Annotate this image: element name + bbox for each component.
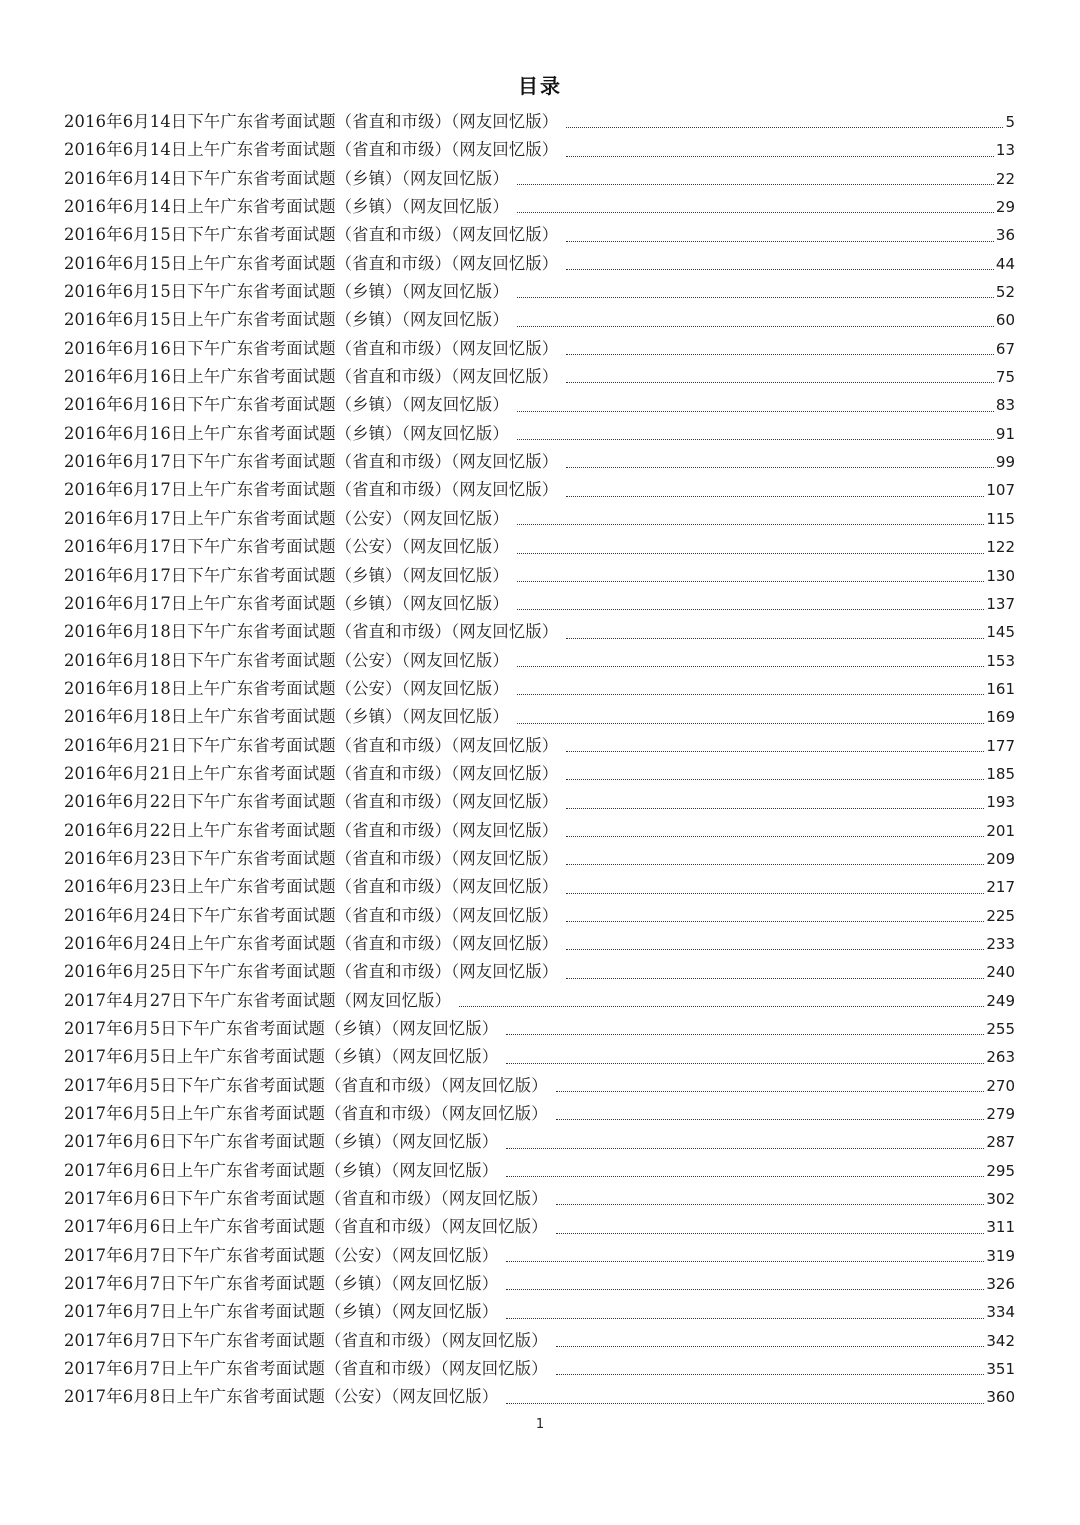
toc-entry-page: 115 — [986, 509, 1015, 528]
toc-entry-title: 2017年6月5日上午广东省考面试题（省直和市级）（网友回忆版） — [64, 1104, 548, 1124]
toc-dot-leader — [566, 382, 994, 383]
toc-entry[interactable] — [64, 732, 1015, 760]
toc-entry-title: 2016年6月23日下午广东省考面试题（省直和市级）（网友回忆版） — [64, 848, 559, 868]
toc-entry-title: 2017年6月7日下午广东省考面试题（乡镇）（网友回忆版） — [64, 1274, 499, 1294]
toc-entry-page: 360 — [986, 1388, 1015, 1407]
toc-dot-leader — [506, 1403, 984, 1404]
toc-entry-page: 295 — [986, 1161, 1015, 1180]
toc-entry[interactable] — [64, 306, 1015, 334]
toc-entry[interactable] — [64, 505, 1015, 533]
toc-entry-title: 2016年6月17日下午广东省考面试题（乡镇）（网友回忆版） — [64, 565, 509, 585]
toc-entry-title: 2016年6月17日上午广东省考面试题（乡镇）（网友回忆版） — [64, 593, 509, 613]
toc-entry-title: 2016年6月14日上午广东省考面试题（省直和市级）（网友回忆版） — [64, 140, 559, 160]
toc-dot-leader — [517, 326, 994, 327]
toc-dot-leader — [506, 1148, 984, 1149]
toc-entry-title: 2016年6月17日上午广东省考面试题（省直和市级）（网友回忆版） — [64, 480, 559, 500]
toc-dot-leader — [506, 1034, 984, 1035]
toc-entry-title: 2016年6月24日上午广东省考面试题（省直和市级）（网友回忆版） — [64, 933, 559, 953]
toc-dot-leader — [517, 212, 994, 213]
toc-entry[interactable] — [64, 1213, 1015, 1241]
toc-entry[interactable] — [64, 420, 1015, 448]
toc-dot-leader — [506, 1176, 984, 1177]
toc-entry[interactable] — [64, 562, 1015, 590]
toc-dot-leader — [517, 609, 985, 610]
toc-dot-leader — [566, 949, 984, 950]
toc-entry-page: 319 — [986, 1246, 1015, 1265]
toc-entry-title: 2017年6月7日上午广东省考面试题（乡镇）（网友回忆版） — [64, 1302, 499, 1322]
toc-entry[interactable] — [64, 902, 1015, 930]
toc-entry-page: 201 — [986, 821, 1015, 840]
toc-entry[interactable] — [64, 476, 1015, 504]
toc-entry[interactable] — [64, 1157, 1015, 1185]
toc-entry-page: 185 — [986, 764, 1015, 783]
toc-entry-title: 2017年6月5日上午广东省考面试题（乡镇）（网友回忆版） — [64, 1047, 499, 1067]
toc-entry-page: 67 — [995, 339, 1015, 358]
toc-entry-page: 130 — [986, 566, 1015, 585]
toc-entry-page: 263 — [986, 1048, 1015, 1067]
toc-list — [64, 108, 1015, 1412]
toc-entry-title: 2016年6月15日下午广东省考面试题（省直和市级）（网友回忆版） — [64, 225, 559, 245]
toc-entry-page: 161 — [986, 679, 1015, 698]
toc-entry-title: 2016年6月16日上午广东省考面试题（省直和市级）（网友回忆版） — [64, 367, 559, 387]
toc-entry[interactable] — [64, 788, 1015, 816]
toc-entry-title: 2017年6月6日下午广东省考面试题（乡镇）（网友回忆版） — [64, 1132, 499, 1152]
toc-entry-page: 137 — [986, 594, 1015, 613]
toc-entry-title: 2017年6月6日下午广东省考面试题（省直和市级）（网友回忆版） — [64, 1189, 548, 1209]
toc-entry-page: 334 — [986, 1303, 1015, 1322]
toc-entry[interactable] — [64, 817, 1015, 845]
toc-entry-title: 2016年6月15日上午广东省考面试题（省直和市级）（网友回忆版） — [64, 253, 559, 273]
toc-entry-page: 326 — [986, 1275, 1015, 1294]
toc-entry-page: 270 — [986, 1076, 1015, 1095]
toc-entry[interactable] — [64, 618, 1015, 646]
toc-entry-page: 169 — [986, 708, 1015, 727]
toc-entry-title: 2017年6月8日上午广东省考面试题（公安）（网友回忆版） — [64, 1387, 499, 1407]
toc-entry-page: 249 — [986, 991, 1015, 1010]
toc-entry[interactable] — [64, 958, 1015, 986]
toc-dot-leader — [506, 1318, 984, 1319]
toc-entry-title: 2016年6月18日上午广东省考面试题（乡镇）（网友回忆版） — [64, 707, 509, 727]
toc-entry[interactable] — [64, 703, 1015, 731]
toc-entry-page: 99 — [995, 453, 1015, 472]
toc-entry[interactable] — [64, 760, 1015, 788]
toc-dot-leader — [517, 524, 985, 525]
toc-entry-title: 2016年6月14日下午广东省考面试题（乡镇）（网友回忆版） — [64, 168, 509, 188]
toc-entry[interactable] — [64, 1072, 1015, 1100]
toc-dot-leader — [566, 496, 984, 497]
toc-entry-page: 177 — [986, 736, 1015, 755]
toc-entry[interactable] — [64, 1355, 1015, 1383]
toc-entry-title: 2016年6月21日上午广东省考面试题（省直和市级）（网友回忆版） — [64, 763, 559, 783]
toc-dot-leader — [517, 581, 985, 582]
toc-dot-leader — [517, 694, 985, 695]
toc-entry-title: 2016年6月14日下午广东省考面试题（省直和市级）（网友回忆版） — [64, 112, 559, 131]
toc-entry-page: 217 — [986, 878, 1015, 897]
toc-entry[interactable] — [64, 647, 1015, 675]
toc-dot-leader — [517, 297, 994, 298]
toc-entry[interactable] — [64, 391, 1015, 419]
toc-entry-page: 107 — [986, 481, 1015, 500]
toc-entry-title: 2017年6月6日上午广东省考面试题（乡镇）（网友回忆版） — [64, 1160, 499, 1180]
toc-entry-title: 2016年6月22日下午广东省考面试题（省直和市级）（网友回忆版） — [64, 792, 559, 812]
toc-entry[interactable] — [64, 363, 1015, 391]
toc-entry-page: 279 — [986, 1105, 1015, 1124]
toc-entry-title: 2016年6月15日上午广东省考面试题（乡镇）（网友回忆版） — [64, 310, 509, 330]
toc-entry-page: 52 — [995, 283, 1015, 302]
toc-entry-page: 255 — [986, 1020, 1015, 1038]
toc-entry[interactable] — [64, 590, 1015, 618]
toc-entry-page: 240 — [986, 963, 1015, 982]
toc-dot-leader — [566, 638, 984, 639]
toc-entry-title: 2016年6月14日上午广东省考面试题（乡镇）（网友回忆版） — [64, 197, 509, 217]
toc-dot-leader — [556, 1374, 985, 1375]
toc-entry-page: 75 — [995, 368, 1015, 387]
toc-dot-leader — [517, 184, 994, 185]
toc-entry-title: 2016年6月21日下午广东省考面试题（省直和市级）（网友回忆版） — [64, 735, 559, 755]
toc-dot-leader — [506, 1063, 984, 1064]
toc-entry-title: 2017年4月27日下午广东省考面试题（网友回忆版） — [64, 990, 452, 1010]
toc-entry[interactable] — [64, 533, 1015, 561]
toc-dot-leader — [556, 1233, 985, 1234]
toc-dot-leader — [556, 1346, 985, 1347]
toc-entry[interactable] — [64, 136, 1015, 164]
toc-entry[interactable] — [64, 335, 1015, 363]
toc-dot-leader — [517, 439, 994, 440]
toc-entry-title: 2017年6月7日下午广东省考面试题（省直和市级）（网友回忆版） — [64, 1330, 548, 1350]
toc-entry[interactable] — [64, 675, 1015, 703]
toc-entry-page: 83 — [995, 396, 1015, 415]
toc-entry[interactable] — [64, 108, 1015, 136]
toc-entry[interactable] — [64, 845, 1015, 873]
toc-entry-page: 193 — [986, 793, 1015, 812]
toc-entry-title: 2016年6月18日上午广东省考面试题（公安）（网友回忆版） — [64, 678, 509, 698]
toc-entry-page: 225 — [986, 906, 1015, 925]
toc-dot-leader — [517, 553, 985, 554]
toc-entry-page: 153 — [986, 651, 1015, 670]
toc-entry[interactable] — [64, 987, 1015, 1015]
toc-entry-title: 2016年6月22日上午广东省考面试题（省直和市级）（网友回忆版） — [64, 820, 559, 840]
toc-entry[interactable] — [64, 221, 1015, 249]
toc-entry[interactable] — [64, 1298, 1015, 1326]
toc-entry-page: 5 — [1005, 113, 1015, 131]
toc-entry[interactable] — [64, 930, 1015, 958]
toc-entry-page: 44 — [995, 254, 1015, 273]
toc-entry[interactable] — [64, 193, 1015, 221]
toc-entry-title: 2016年6月17日下午广东省考面试题（公安）（网友回忆版） — [64, 537, 509, 557]
toc-entry[interactable] — [64, 1015, 1015, 1043]
toc-entry-title: 2016年6月17日下午广东省考面试题（省直和市级）（网友回忆版） — [64, 452, 559, 472]
toc-entry-title: 2017年6月5日下午广东省考面试题（省直和市级）（网友回忆版） — [64, 1075, 548, 1095]
toc-entry[interactable] — [64, 1270, 1015, 1298]
toc-dot-leader — [566, 467, 994, 468]
toc-dot-leader — [566, 127, 1003, 128]
page-number: 1 — [535, 1417, 545, 1432]
toc-entry-page: 13 — [995, 141, 1015, 160]
toc-entry-page: 91 — [995, 424, 1015, 443]
toc-entry[interactable] — [64, 873, 1015, 901]
toc-dot-leader — [459, 1006, 984, 1007]
toc-entry-page: 287 — [986, 1133, 1015, 1152]
toc-dot-leader — [556, 1091, 985, 1092]
toc-dot-leader — [517, 411, 994, 412]
toc-entry-title: 2017年6月5日下午广东省考面试题（乡镇）（网友回忆版） — [64, 1019, 499, 1038]
toc-dot-leader — [566, 241, 994, 242]
toc-dot-leader — [566, 836, 984, 837]
toc-entry-page: 233 — [986, 934, 1015, 953]
toc-entry-page: 145 — [986, 623, 1015, 642]
toc-entry-title: 2016年6月17日上午广东省考面试题（公安）（网友回忆版） — [64, 508, 509, 528]
toc-dot-leader — [566, 978, 984, 979]
toc-dot-leader — [566, 354, 994, 355]
toc-entry-title: 2016年6月15日下午广东省考面试题（乡镇）（网友回忆版） — [64, 282, 509, 302]
toc-entry-title: 2017年6月7日上午广东省考面试题（省直和市级）（网友回忆版） — [64, 1359, 548, 1379]
toc-entry-title: 2016年6月25日下午广东省考面试题（省直和市级）（网友回忆版） — [64, 962, 559, 982]
toc-dot-leader — [566, 808, 984, 809]
toc-entry-page: 209 — [986, 849, 1015, 868]
toc-dot-leader — [517, 666, 985, 667]
toc-dot-leader — [517, 723, 985, 724]
toc-title: 目录 — [518, 74, 562, 98]
toc-dot-leader — [566, 864, 984, 865]
toc-dot-leader — [566, 893, 984, 894]
toc-dot-leader — [566, 269, 994, 270]
toc-dot-leader — [556, 1204, 985, 1205]
toc-entry[interactable] — [64, 1383, 1015, 1411]
toc-entry-page: 36 — [995, 226, 1015, 245]
toc-dot-leader — [566, 921, 984, 922]
toc-entry-title: 2016年6月23日上午广东省考面试题（省直和市级）（网友回忆版） — [64, 877, 559, 897]
toc-entry-page: 311 — [986, 1218, 1015, 1237]
toc-entry[interactable] — [64, 1100, 1015, 1128]
toc-entry-title: 2016年6月18日下午广东省考面试题（公安）（网友回忆版） — [64, 650, 509, 670]
toc-dot-leader — [566, 156, 994, 157]
toc-entry-title: 2016年6月24日下午广东省考面试题（省直和市级）（网友回忆版） — [64, 905, 559, 925]
toc-entry[interactable] — [64, 1128, 1015, 1156]
toc-entry[interactable] — [64, 278, 1015, 306]
toc-entry-title: 2016年6月16日下午广东省考面试题（乡镇）（网友回忆版） — [64, 395, 509, 415]
toc-dot-leader — [566, 779, 984, 780]
toc-entry-title: 2017年6月7日下午广东省考面试题（公安）（网友回忆版） — [64, 1245, 499, 1265]
toc-entry-title: 2017年6月6日上午广东省考面试题（省直和市级）（网友回忆版） — [64, 1217, 548, 1237]
toc-dot-leader — [566, 751, 984, 752]
toc-entry-page: 342 — [986, 1331, 1015, 1350]
toc-entry[interactable] — [64, 250, 1015, 278]
toc-entry-page: 302 — [986, 1190, 1015, 1209]
toc-entry[interactable] — [64, 1185, 1015, 1213]
toc-entry[interactable] — [64, 1043, 1015, 1071]
toc-entry-title: 2016年6月16日上午广东省考面试题（乡镇）（网友回忆版） — [64, 423, 509, 443]
toc-entry[interactable] — [64, 165, 1015, 193]
toc-entry[interactable] — [64, 1242, 1015, 1270]
toc-entry-page: 351 — [986, 1360, 1015, 1379]
toc-dot-leader — [506, 1289, 984, 1290]
toc-entry-page: 122 — [986, 538, 1015, 557]
toc-entry-page: 60 — [995, 311, 1015, 330]
toc-entry-page: 29 — [995, 198, 1015, 217]
toc-entry-title: 2016年6月18日下午广东省考面试题（省直和市级）（网友回忆版） — [64, 622, 559, 642]
toc-entry-title: 2016年6月16日下午广东省考面试题（省直和市级）（网友回忆版） — [64, 338, 559, 358]
toc-entry[interactable] — [64, 448, 1015, 476]
toc-entry-page: 22 — [995, 169, 1015, 188]
toc-dot-leader — [506, 1261, 984, 1262]
toc-entry[interactable] — [64, 1327, 1015, 1355]
toc-dot-leader — [556, 1119, 985, 1120]
